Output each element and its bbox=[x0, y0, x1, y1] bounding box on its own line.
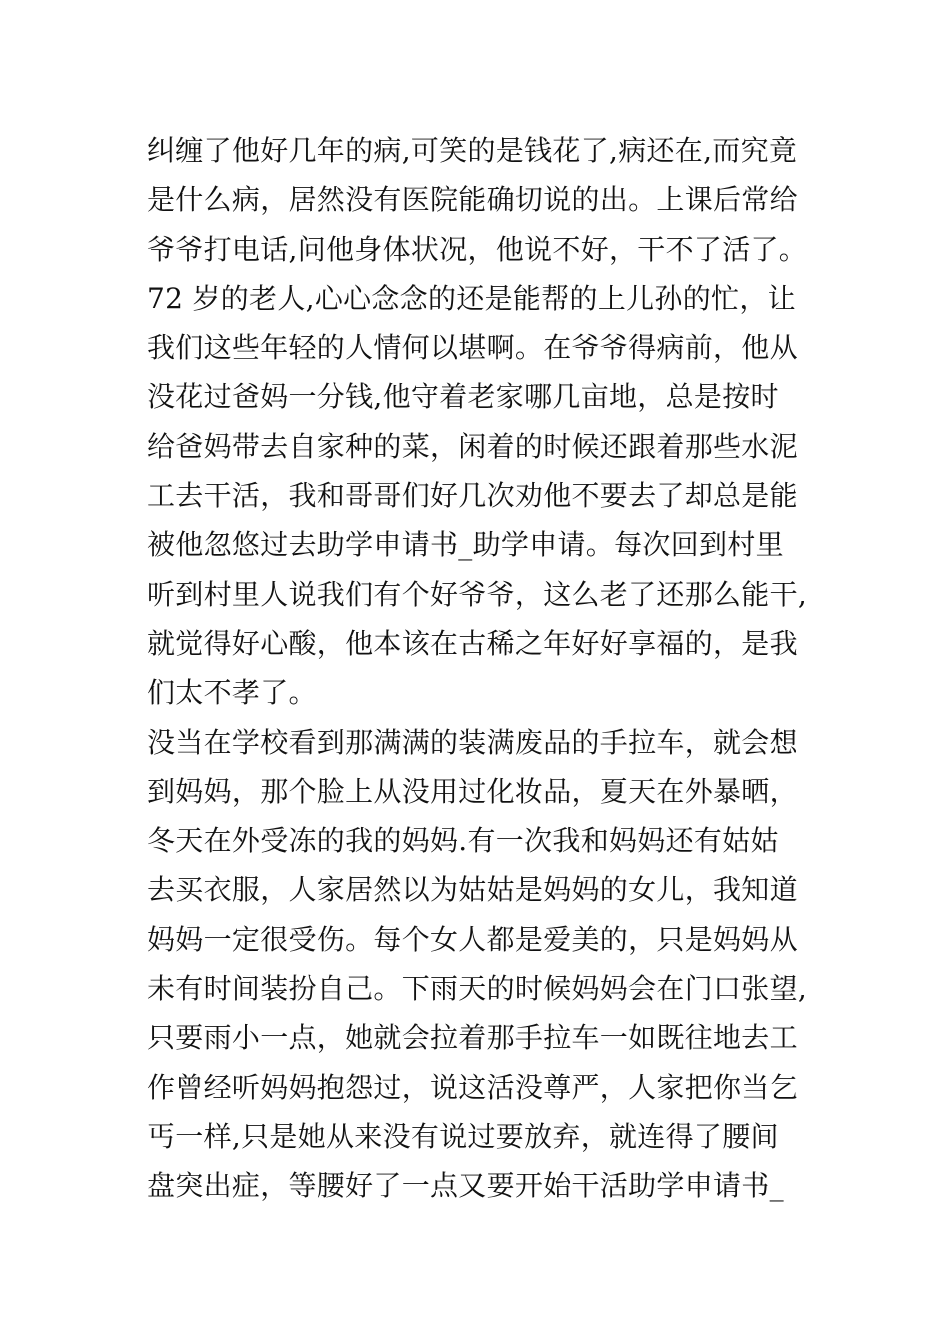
text-line: 听到村里人说我们有个好爷爷，这么老了还那么能干, bbox=[147, 577, 808, 611]
text-line: 妈妈一定很受伤。每个女人都是爱美的，只是妈妈从 bbox=[147, 922, 798, 956]
body-text bbox=[147, 126, 837, 1211]
text-line: 丐一样,只是她从来没有说过要放弃，就连得了腰间 bbox=[147, 1119, 779, 1153]
text-line: 纠缠了他好几年的病,可笑的是钱花了,病还在,而究竟 bbox=[147, 134, 798, 167]
text-line: 给爸妈带去自家种的菜，闲着的时候还跟着那些水泥 bbox=[147, 429, 798, 463]
text-line: 冬天在外受冻的我的妈妈.有一次我和妈妈还有姑姑 bbox=[147, 824, 779, 858]
text-line: 我们这些年轻的人情何以堪啊。在爷爷得病前，他从 bbox=[147, 331, 798, 365]
text-line: 作曾经听妈妈抱怨过，说这活没尊严，人家把你当乞 bbox=[147, 1070, 798, 1104]
text-line: 就觉得好心酸，他本该在古稀之年好好享福的，是我 bbox=[147, 626, 798, 660]
text-line: 没当在学校看到那满满的装满废品的手拉车，就会想 bbox=[147, 725, 798, 759]
text-line: 工去干活，我和哥哥们好几次劝他不要去了却总是能 bbox=[147, 479, 798, 513]
text-line: 被他忽悠过去助学申请书_助学申请。每次回到村里 bbox=[147, 528, 784, 562]
text-line: 到妈妈，那个脸上从没用过化妆品，夏天在外暴晒， bbox=[147, 774, 798, 808]
text-line: 是什么病，居然没有医院能确切说的出。上课后常给 bbox=[147, 183, 798, 217]
text-line: 爷爷打电话,问他身体状况，他说不好，干不了活了。 bbox=[147, 232, 808, 266]
text-line: 只要雨小一点，她就会拉着那手拉车一如既往地去工 bbox=[147, 1021, 798, 1055]
text-line: 盘突出症，等腰好了一点又要开始干活助学申请书_ bbox=[147, 1169, 784, 1203]
text-line: 未有时间装扮自己。下雨天的时候妈妈会在门口张望, bbox=[147, 972, 808, 1006]
text-line: 去买衣服，人家居然以为姑姑是妈妈的女儿，我知道 bbox=[147, 873, 798, 907]
text-line: 没花过爸妈一分钱,他守着老家哪几亩地，总是按时 bbox=[147, 380, 779, 414]
text-line: 72 岁的老人,心心念念的还是能帮的上儿孙的忙，让 bbox=[147, 281, 796, 315]
text-line: 们太不孝了。 bbox=[147, 676, 317, 710]
